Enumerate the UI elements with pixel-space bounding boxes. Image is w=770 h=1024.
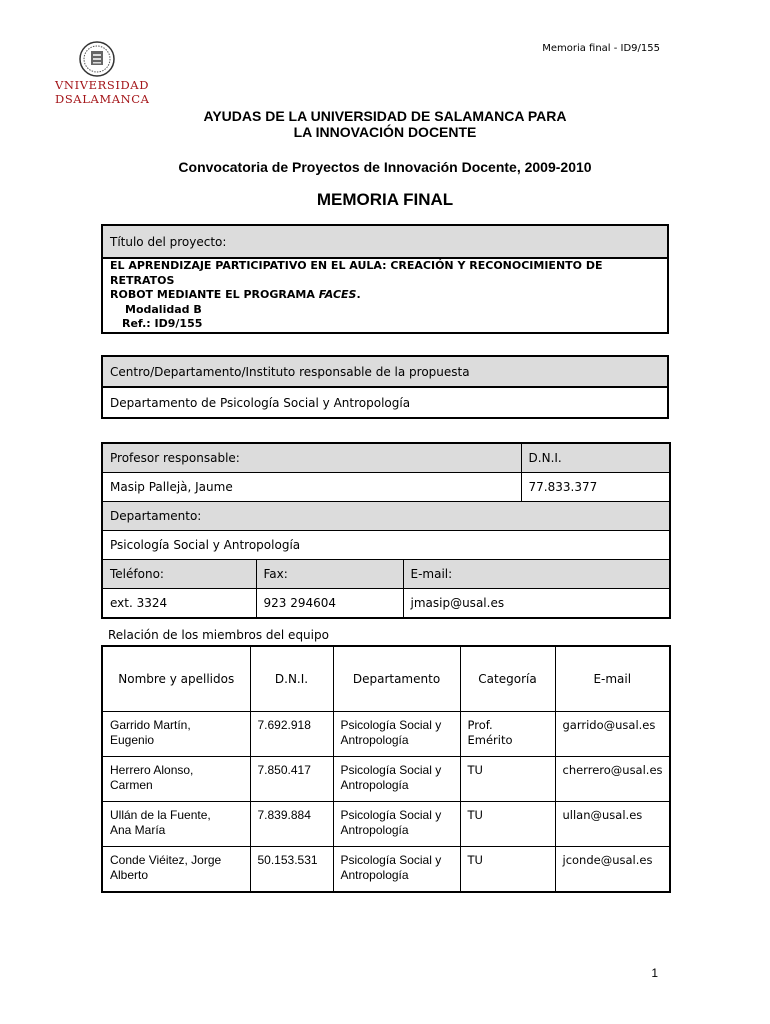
page-header-reference: Memoria final - ID9/155 (542, 43, 660, 54)
profesor-name: Masip Pallejà, Jaume (102, 473, 521, 502)
project-ref: Ref.: ID9/155 (122, 317, 203, 330)
project-title-italic: FACES (318, 288, 357, 301)
profesor-email: jmasip@usal.es (403, 589, 670, 619)
profesor-dept-label: Departamento: (102, 502, 670, 531)
member-dni: 7.839.884 (250, 802, 333, 847)
member-dept (333, 757, 460, 802)
profesor-tel: ext. 3324 (102, 589, 256, 619)
centro-value: Departamento de Psicología Social y Antropología (102, 387, 668, 418)
project-modalidad: Modalidad B (125, 302, 202, 316)
university-seal-icon (78, 40, 116, 78)
table-row (102, 757, 670, 802)
member-name-line2: Alberto (110, 868, 149, 882)
main-title-line1: AYUDAS DE LA UNIVERSIDAD DE SALAMANCA PARA (203, 108, 567, 124)
member-category-line1: TU (467, 808, 483, 822)
project-title-line2-text: ROBOT MEDIANTE EL PROGRAMA (110, 288, 319, 301)
member-dept-line1: Psicología Social y (340, 853, 442, 867)
member-dept-line1: Psicología Social y (340, 718, 442, 732)
university-name-line1: VNIVERSIDAD (55, 78, 150, 92)
member-name-line2: Ana María (110, 823, 166, 837)
profesor-tel-label: Teléfono: (102, 560, 256, 589)
memoria-title: MEMORIA FINAL (316, 190, 454, 209)
member-name (102, 847, 250, 893)
members-table (101, 645, 671, 893)
table-row (102, 847, 670, 893)
member-category-line1: Prof. (467, 718, 493, 732)
member-email: cherrero@usal.es (555, 757, 670, 802)
member-category (460, 712, 555, 757)
member-email: ullan@usal.es (555, 802, 670, 847)
profesor-fax-label: Fax: (256, 560, 403, 589)
member-name-line1: Garrido Martín, (110, 718, 191, 732)
member-name (102, 802, 250, 847)
main-title (0, 108, 770, 140)
member-dept-line2: Antropología (340, 823, 409, 837)
member-category (460, 847, 555, 893)
project-title-value (102, 258, 668, 333)
member-name-line1: Ullán de la Fuente, (110, 808, 211, 822)
member-dni: 7.850.417 (250, 757, 333, 802)
member-dept-line2: Antropología (340, 778, 409, 792)
member-category-line2: Emérito (467, 733, 513, 747)
member-category (460, 757, 555, 802)
table-row (102, 712, 670, 757)
members-header-email: E-mail (555, 646, 670, 712)
member-dni: 7.692.918 (250, 712, 333, 757)
members-header-category: Categoría (460, 646, 555, 712)
member-name-line2: Carmen (110, 778, 153, 792)
member-dept-line1: Psicología Social y (340, 763, 442, 777)
profesor-email-label: E-mail: (403, 560, 670, 589)
project-title-line2 (110, 288, 660, 303)
profesor-dept: Psicología Social y Antropología (102, 531, 670, 560)
profesor-label: Profesor responsable: (102, 443, 521, 473)
member-category (460, 802, 555, 847)
members-caption: Relación de los miembros del equipo (108, 628, 329, 642)
member-name-line2: Eugenio (110, 733, 155, 747)
profesor-dni-label: D.N.I. (521, 443, 670, 473)
profesor-box (101, 442, 671, 619)
member-dni: 50.153.531 (250, 847, 333, 893)
main-title-line2: LA INNOVACIÓN DOCENTE (293, 124, 477, 140)
member-category-line1: TU (467, 853, 483, 867)
members-header-dept: Departamento (333, 646, 460, 712)
centro-box (101, 355, 669, 419)
project-title-box (101, 224, 669, 334)
project-title-line1: EL APRENDIZAJE PARTICIPATIVO EN EL AULA: CREACIÓN Y RECONOCIMIENTO DE RETRATOS (110, 259, 603, 287)
member-email: garrido@usal.es (555, 712, 670, 757)
member-dept-line2: Antropología (340, 733, 409, 747)
member-name-line1: Herrero Alonso, (110, 763, 194, 777)
member-name (102, 757, 250, 802)
members-header-dni: D.N.I. (250, 646, 333, 712)
members-header-name: Nombre y apellidos (102, 646, 250, 712)
member-dept (333, 847, 460, 893)
university-name-line2: DSALAMANCA (55, 92, 150, 106)
profesor-dni: 77.833.377 (521, 473, 670, 502)
member-dept-line2: Antropología (340, 868, 409, 882)
project-title-dot: . (356, 288, 361, 301)
project-title-label: Título del proyecto: (102, 225, 668, 258)
member-category-line1: TU (467, 763, 483, 777)
member-dept (333, 802, 460, 847)
profesor-fax: 923 294604 (256, 589, 403, 619)
member-name-line1: Conde Viéitez, Jorge (110, 853, 222, 867)
convocatoria-title: Convocatoria de Proyectos de Innovación Docente, 2009-2010 (178, 159, 592, 175)
member-dept-line1: Psicología Social y (340, 808, 442, 822)
member-name (102, 712, 250, 757)
centro-label: Centro/Departamento/Instituto responsable de la propuesta (102, 356, 668, 387)
page-number: 1 (651, 966, 658, 980)
member-dept (333, 712, 460, 757)
university-logo (55, 40, 150, 106)
table-row (102, 802, 670, 847)
member-email: jconde@usal.es (555, 847, 670, 893)
